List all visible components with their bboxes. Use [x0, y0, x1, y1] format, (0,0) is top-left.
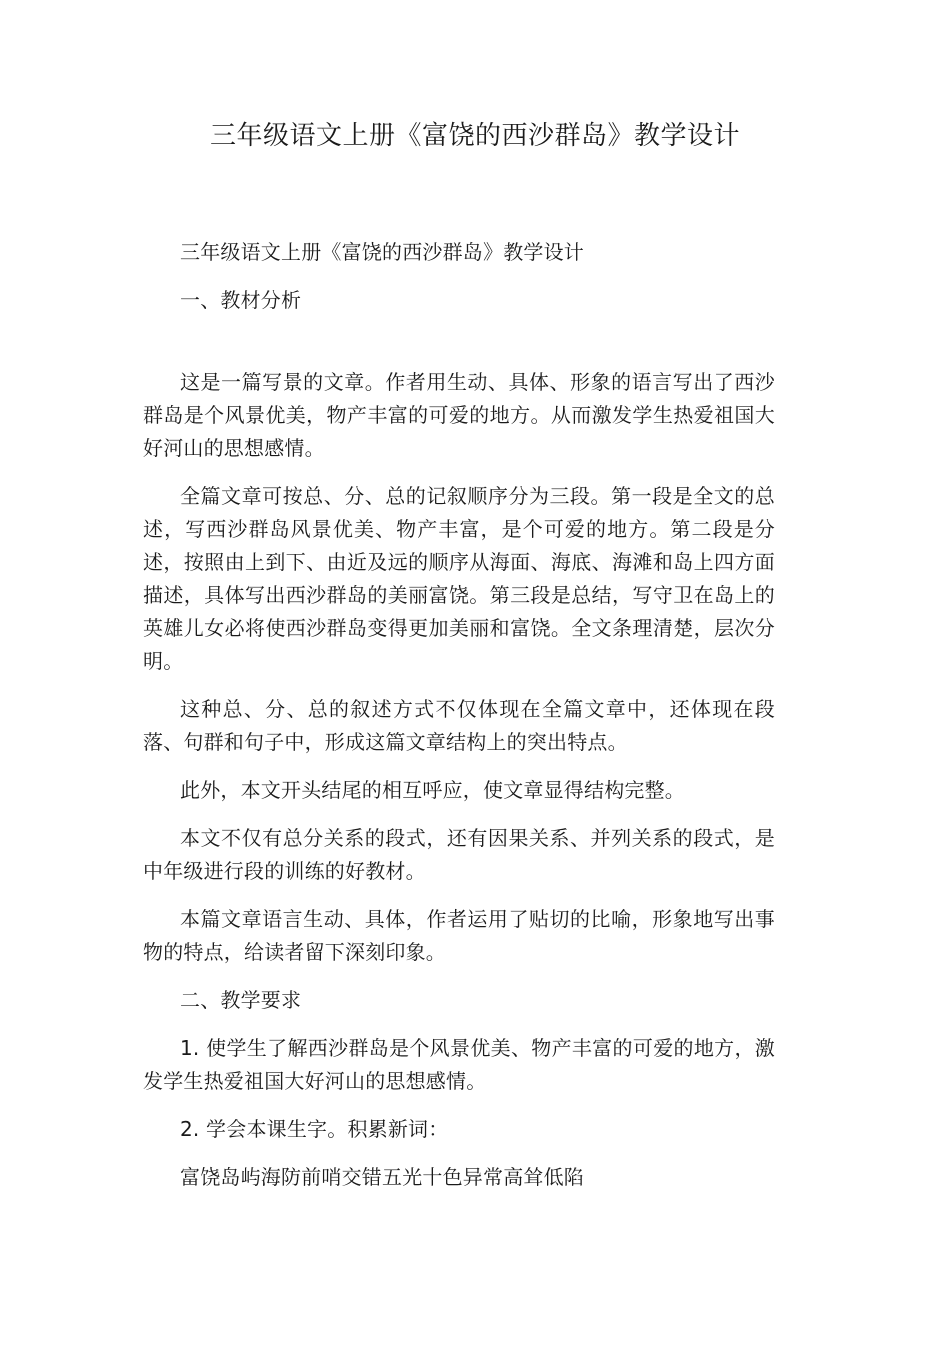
- paragraph-2: 全篇文章可按总、分、总的记叙顺序分为三段。第一段是全文的总述，写西沙群岛风景优美、物产丰富，是个可爱的地方。第二段是分述，按照由上到下、由近及远的顺序从海面、海底、海滩和岛上四方面描述，具体写出西沙群岛的美丽富饶。第三段是总结，写守卫在岛上的英雄儿女必将使西沙群岛变得更加美丽和富饶。全文条理清楚，层次分明。: [143, 484, 775, 673]
- paragraph-6: 本篇文章语言生动、具体，作者运用了贴切的比喻，形象地写出事物的特点，给读者留下深刻印象。: [143, 907, 775, 964]
- requirement-2: 2. 学会本课生字。积累新词：: [180, 1117, 449, 1141]
- paragraph-4: 此外，本文开头结尾的相互呼应，使文章显得结构完整。: [180, 778, 685, 802]
- paragraph-1: 这是一篇写景的文章。作者用生动、具体、形象的语言写出了西沙群岛是个风景优美，物产丰富的可爱的地方。从而激发学生热爱祖国大好河山的思想感情。: [143, 370, 775, 460]
- page-title: 三年级语文上册《富饶的西沙群岛》教学设计: [209, 121, 740, 151]
- vocabulary-list: 富饶岛屿海防前哨交错五光十色异常高耸低陷: [180, 1165, 584, 1189]
- section-heading-requirements: 二、教学要求: [180, 988, 302, 1012]
- requirement-1: 1. 使学生了解西沙群岛是个风景优美、物产丰富的可爱的地方，激发学生热爱祖国大好河山的思想感情。: [143, 1036, 775, 1093]
- document-body: [143, 236, 775, 1194]
- paragraph-5: 本文不仅有总分关系的段式，还有因果关系、并列关系的段式，是中年级进行段的训练的好教材。: [143, 826, 775, 883]
- subtitle: 三年级语文上册《富饶的西沙群岛》教学设计: [180, 240, 584, 264]
- section-heading-analysis: 一、教材分析: [180, 288, 302, 312]
- paragraph-3: 这种总、分、总的叙述方式不仅体现在全篇文章中，还体现在段落、句群和句子中，形成这篇文章结构上的突出特点。: [143, 697, 775, 754]
